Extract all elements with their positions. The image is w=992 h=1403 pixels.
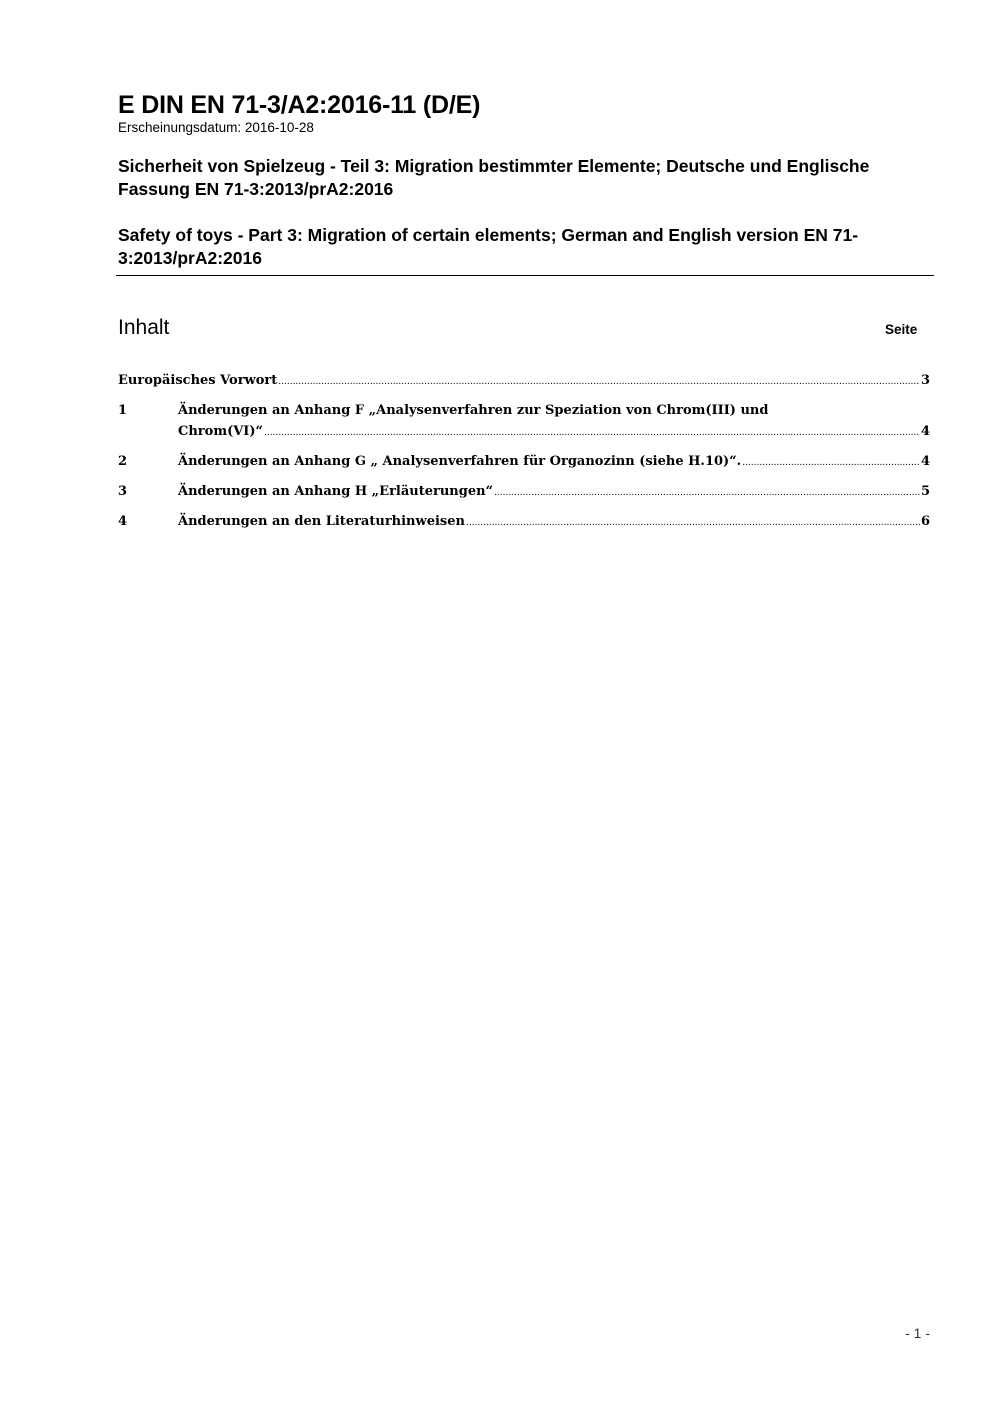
toc-entry-page: 6 — [920, 514, 930, 529]
toc-line — [178, 481, 930, 502]
document-title: E DIN EN 71-3/A2:2016-11 (D/E) — [118, 91, 481, 119]
toc-entry-1[interactable] — [118, 400, 930, 442]
publication-date: Erscheinungsdatum: 2016-10-28 — [118, 120, 314, 135]
table-of-contents — [118, 370, 930, 532]
toc-leader-dots — [466, 513, 920, 534]
toc-entry-number: 2 — [118, 454, 128, 469]
header-divider — [116, 275, 934, 276]
toc-entry-number: 3 — [118, 484, 128, 499]
toc-leader-dots — [742, 453, 920, 474]
toc-entry-4[interactable] — [118, 511, 930, 532]
toc-entry-text-continued: Chrom(VI)“ — [178, 424, 264, 439]
toc-leader-dots — [494, 483, 920, 504]
toc-line — [118, 370, 930, 391]
toc-entry-3[interactable] — [118, 481, 930, 502]
toc-entry-page: 4 — [920, 454, 930, 469]
toc-entry-2[interactable] — [118, 451, 930, 472]
toc-heading: Inhalt — [118, 316, 170, 339]
toc-entry-number: 1 — [118, 403, 128, 418]
document-header — [118, 90, 933, 270]
toc-entry-text: Änderungen an den Literaturhinweisen — [178, 514, 465, 529]
toc-entry-page: 4 — [920, 424, 930, 439]
toc-entry-foreword[interactable] — [118, 370, 930, 391]
toc-entry-text: Europäisches Vorwort — [118, 373, 278, 388]
toc-line — [178, 451, 930, 472]
toc-entry-text: Änderungen an Anhang F „Analysenverfahren zur Speziation von Chrom(III) und — [178, 403, 769, 418]
toc-entry-text: Änderungen an Anhang G „ Analysenverfahren für Organozinn (siehe H.10)“. — [178, 454, 742, 469]
toc-line — [178, 400, 930, 421]
toc-entry-page: 5 — [920, 484, 930, 499]
toc-entry-text: Änderungen an Anhang H „Erläuterungen“ — [178, 484, 494, 499]
toc-line — [178, 421, 930, 442]
title-english: Safety of toys - Part 3: Migration of certain elements; German and English version EN 71-3:2013/prA2:2016 — [118, 225, 859, 268]
toc-page-label: Seite — [885, 322, 918, 337]
page-number: - 1 - — [905, 1325, 930, 1341]
toc-entry-number: 4 — [118, 514, 128, 529]
toc-leader-dots — [278, 372, 920, 393]
title-german: Sicherheit von Spielzeug - Teil 3: Migration bestimmter Elemente; Deutsche und Englische Fassung EN 71-3:2013/prA2:2016 — [118, 156, 870, 199]
toc-entry-page: 3 — [920, 373, 930, 388]
toc-line — [178, 511, 930, 532]
toc-leader-dots — [264, 423, 920, 444]
